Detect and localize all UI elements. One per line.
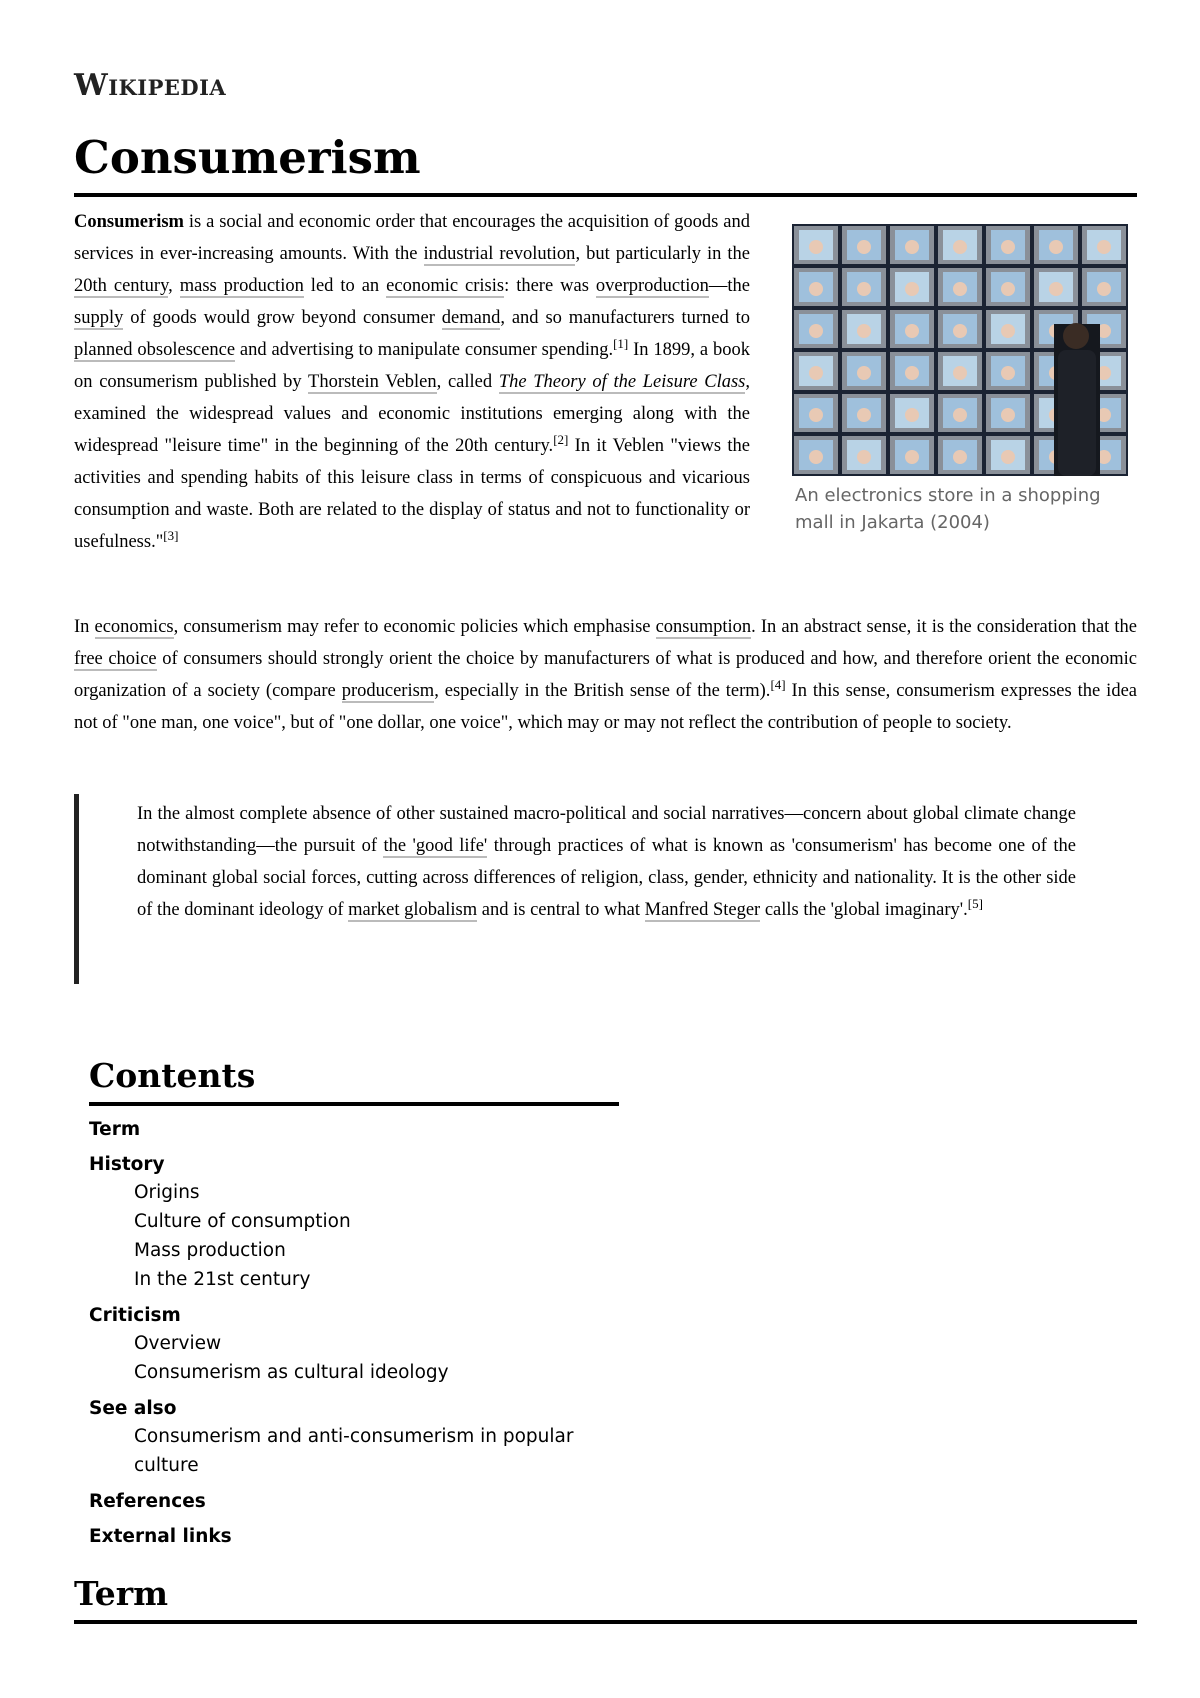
para-text: In this sense, consumerism expresses the idea not of "one man, one voice", but of "one dollar, one voice", which may or may not reflect the contribution of people to society. bbox=[74, 681, 1137, 733]
lead-text: is a social and economic order that encourages the acquisition of goods and services in ever-increasing amounts. With the bbox=[74, 212, 750, 264]
lead-text: , examined the widespread values and economic institutions emerging along with the widespread "leisure time" in the beginning of the 20th century. bbox=[74, 372, 750, 456]
toc-subitem[interactable]: Mass production bbox=[134, 1240, 286, 1261]
toc-subitem[interactable]: In the 21st century bbox=[134, 1269, 311, 1290]
lead-text: led to an bbox=[303, 276, 387, 296]
lead-text: —the bbox=[708, 276, 751, 296]
toc-subitem[interactable]: Consumerism as cultural ideology bbox=[134, 1362, 449, 1383]
link-consumption[interactable]: consumption bbox=[655, 617, 752, 637]
toc-sublist bbox=[89, 1178, 619, 1294]
wikipedia-wordmark-logo[interactable]: Wikipedia bbox=[74, 68, 227, 103]
lead-text: In it Veblen "views the activities and spending habits of this leisure class in terms of conspicuous and vicarious consumption and waste. Both are related to the display of status and not to functionality or usefulness." bbox=[74, 436, 750, 552]
toc-divider bbox=[89, 1102, 619, 1106]
figure-caption: An electronics store in a shopping mall in Jakarta (2004) bbox=[795, 485, 1101, 533]
para-text: . In an abstract sense, it is the consideration that the bbox=[751, 617, 1137, 637]
lead-paragraph bbox=[74, 206, 750, 558]
section-heading-term: Term bbox=[74, 1574, 169, 1613]
toc-item-label[interactable]: References bbox=[89, 1491, 206, 1512]
blockquote bbox=[74, 794, 1137, 984]
toc-subitem[interactable]: Overview bbox=[134, 1333, 222, 1354]
link-industrial-revolution[interactable]: industrial revolution bbox=[423, 244, 576, 264]
link-supply[interactable]: supply bbox=[74, 308, 124, 328]
toc-sublist bbox=[89, 1329, 619, 1387]
para-text: , especially in the British sense of the term). bbox=[434, 681, 771, 701]
link-good-life[interactable]: the 'good life' bbox=[383, 836, 488, 856]
citation-ref[interactable]: [1] bbox=[613, 335, 629, 351]
quote-text: through practices of what is known as 'consumerism' has become one of the dominant global social forces, cutting across differences of religion, class, gender, ethnicity and nationality. It is the other side of the dominant ideology of bbox=[137, 836, 1077, 920]
link-demand[interactable]: demand bbox=[441, 308, 501, 328]
link-overproduction[interactable]: overproduction bbox=[595, 276, 709, 296]
link-market-globalism[interactable]: market globalism bbox=[348, 900, 478, 920]
blockquote-text bbox=[137, 798, 1076, 926]
bold-term: Consumerism bbox=[74, 212, 184, 232]
toc-item-label[interactable]: History bbox=[89, 1154, 165, 1175]
citation-ref[interactable]: [5] bbox=[967, 895, 983, 911]
lead-text: , called bbox=[436, 372, 499, 392]
toc-item[interactable] bbox=[89, 1395, 619, 1480]
toc-sublist bbox=[89, 1422, 619, 1480]
toc-item[interactable] bbox=[89, 1488, 619, 1515]
para-text: of consumers should strongly orient the choice by manufacturers of what is produced and how, and therefore orient the economic organization of a society (compare bbox=[74, 649, 1138, 701]
page-title: Consumerism bbox=[74, 131, 421, 184]
link-economic-crisis[interactable]: economic crisis bbox=[386, 276, 505, 296]
lead-text: and advertising to manipulate consumer spending. bbox=[235, 340, 614, 360]
quote-text: calls the 'global imaginary'. bbox=[760, 900, 968, 920]
toc-subitem[interactable]: Origins bbox=[134, 1182, 200, 1203]
toc-item[interactable] bbox=[89, 1302, 619, 1387]
economics-paragraph bbox=[74, 611, 1137, 739]
thumbnail-figure bbox=[792, 224, 1128, 536]
section-divider bbox=[74, 1620, 1137, 1624]
toc-subitem[interactable]: Culture of consumption bbox=[134, 1211, 351, 1232]
toc-title: Contents bbox=[89, 1056, 256, 1095]
link-mass-production[interactable]: mass production bbox=[179, 276, 304, 296]
toc-item[interactable] bbox=[89, 1523, 619, 1550]
citation-ref[interactable]: [3] bbox=[163, 527, 179, 543]
toc-item-label[interactable]: Term bbox=[89, 1119, 141, 1140]
citation-ref[interactable]: [2] bbox=[553, 431, 569, 447]
title-divider bbox=[74, 193, 1137, 197]
link-manfred-steger[interactable]: Manfred Steger bbox=[644, 900, 761, 920]
link-theory-of-the-leisure-class[interactable]: The Theory of the Leisure Class bbox=[498, 372, 746, 392]
link-free-choice[interactable]: free choice bbox=[74, 649, 157, 669]
lead-text: , but particularly in the bbox=[575, 244, 750, 264]
link-economics[interactable]: economics bbox=[94, 617, 174, 637]
lead-text: In 1899, a book on consumerism published by bbox=[74, 340, 750, 392]
link-planned-obsolescence[interactable]: planned obsolescence bbox=[74, 340, 236, 360]
quote-text: In the almost complete absence of other sustained macro-political and social narratives—concern about global climate change notwithstanding—the pursuit of bbox=[137, 804, 1076, 856]
toc-item-label[interactable]: External links bbox=[89, 1526, 232, 1547]
citation-ref[interactable]: [4] bbox=[770, 676, 786, 692]
table-of-contents bbox=[89, 1054, 619, 1550]
para-text: , consumerism may refer to economic policies which emphasise bbox=[173, 617, 656, 637]
lead-text: : there was bbox=[504, 276, 596, 296]
toc-list bbox=[89, 1116, 619, 1550]
electronics-store-photo-icon[interactable] bbox=[792, 224, 1128, 476]
link-producerism[interactable]: producerism bbox=[341, 681, 435, 701]
toc-item[interactable] bbox=[89, 1116, 619, 1143]
lead-text: of goods would grow beyond consumer bbox=[123, 308, 442, 328]
toc-item-label[interactable]: See also bbox=[89, 1398, 177, 1419]
lead-text: , bbox=[168, 276, 180, 296]
link-thorstein-veblen[interactable]: Thorstein Veblen bbox=[308, 372, 437, 392]
toc-item[interactable] bbox=[89, 1151, 619, 1294]
quote-text: and is central to what bbox=[477, 900, 645, 920]
blockquote-bar bbox=[74, 794, 79, 984]
toc-item-label[interactable]: Criticism bbox=[89, 1305, 181, 1326]
toc-subitem[interactable]: Consumerism and anti-consumerism in popular culture bbox=[134, 1426, 574, 1476]
lead-text: , and so manufacturers turned to bbox=[500, 308, 750, 328]
link-20th-century[interactable]: 20th century bbox=[74, 276, 169, 296]
para-text: In bbox=[74, 617, 95, 637]
